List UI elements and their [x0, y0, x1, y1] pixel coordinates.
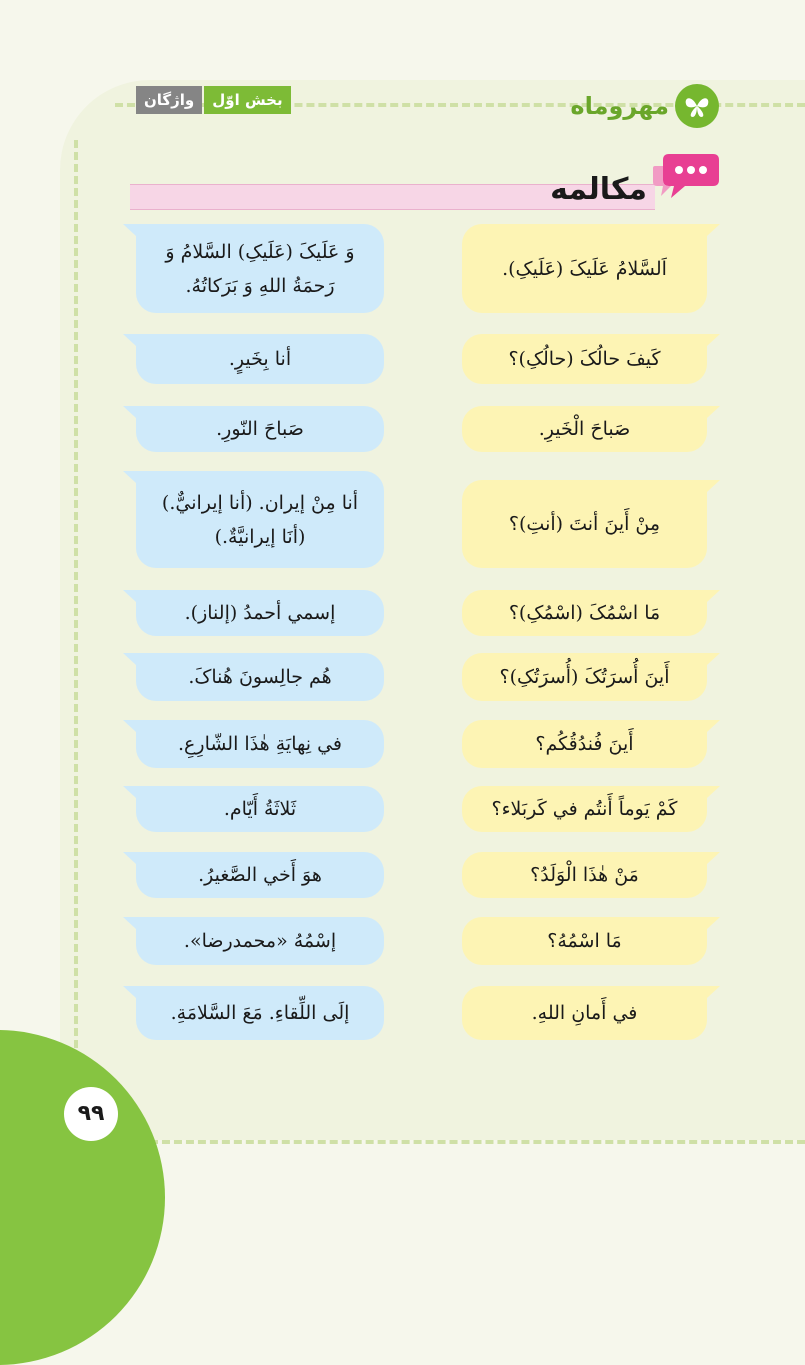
answer-bubble: وَ عَلَیکَ (عَلَیکِ) السَّلامُ وَ رَحمَةُ اللهِ وَ بَرَکاتُهُ. — [136, 224, 384, 313]
question-bubble: مِنْ أَینَ أنتَ (أنتِ)؟ — [462, 480, 707, 568]
question-bubble: مَا اسْمُکَ (اسْمُکِ)؟ — [462, 590, 707, 636]
brand-name: مهروماه — [570, 92, 669, 120]
question-bubble: اَلسَّلامُ عَلَیکَ (عَلَیکِ). — [462, 224, 707, 313]
page-number: ۹۹ — [64, 1087, 118, 1141]
answer-bubble: ثَلاثَةُ أَیّام. — [136, 786, 384, 832]
badge-topic: واژگان — [136, 86, 202, 114]
brand — [570, 84, 719, 128]
question-bubble: کَمْ یَوماً أَنتُم في کَربَلاء؟ — [462, 786, 707, 832]
chapter-badges — [136, 86, 291, 114]
dashed-border-left — [74, 140, 78, 1060]
question-bubble: أَینَ أُسرَتُکَ (أُسرَتُکِ)؟ — [462, 653, 707, 701]
answer-bubble: أنا بِخَیرٍ. — [136, 334, 384, 384]
question-bubble: أَینَ فُندُقُکُم؟ — [462, 720, 707, 768]
section-title: مکالمه — [550, 172, 647, 207]
answer-bubble: إسْمُهُ «محمدرضا». — [136, 917, 384, 965]
answer-bubble: إلَی اللِّقاءِ. مَعَ السَّلامَةِ. — [136, 986, 384, 1040]
answer-bubble: إسمي أحمدُ (إلناز). — [136, 590, 384, 636]
answer-bubble: صَباحَ النّورِ. — [136, 406, 384, 452]
question-bubble: صَباحَ الْخَیرِ. — [462, 406, 707, 452]
answer-bubble: في نِهایَةِ هٰذَا الشّارِعِ. — [136, 720, 384, 768]
butterfly-icon — [675, 84, 719, 128]
question-bubble: مَنْ هٰذَا الْوَلَدُ؟ — [462, 852, 707, 898]
question-bubble: مَا اسْمُهُ؟ — [462, 917, 707, 965]
answer-bubble: أنا مِنْ إیران. (أنا إیرانيٌّ.) (أنَا إیرانیَّةٌ.) — [136, 471, 384, 568]
question-bubble: کَیفَ حالُکَ (حالُکِ)؟ — [462, 334, 707, 384]
answer-bubble: هُم جالِسونَ هُناکَ. — [136, 653, 384, 701]
badge-part: بخش اوّل — [204, 86, 290, 114]
answer-bubble: هوَ أَخي الصَّغیرُ. — [136, 852, 384, 898]
chat-bubble-icon — [649, 150, 723, 210]
question-bubble: في أَمانِ اللهِ. — [462, 986, 707, 1040]
dashed-border-bottom — [150, 1140, 805, 1144]
